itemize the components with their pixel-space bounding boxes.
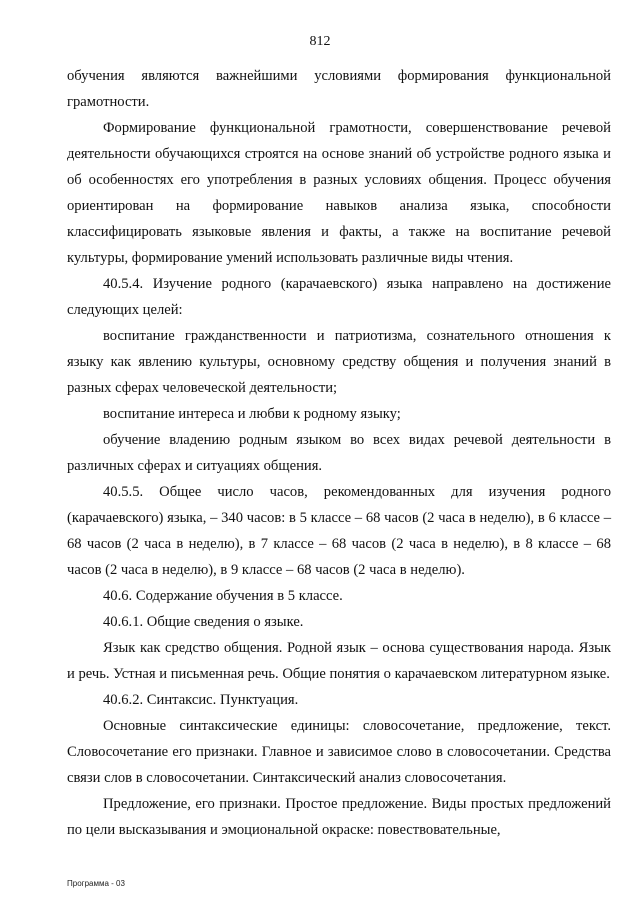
heading-section-40-6-1: 40.6.1. Общие сведения о языке.: [103, 614, 304, 630]
paragraph-syntactic-units: Основные синтаксические единицы: словосочетание, предложение, текст. Словосочетание его признаки. Главное и зависимое слово в словосочетании. Средства связи слов в словосочетании. Синтаксический анализ словосочетания.: [67, 718, 611, 786]
paragraph-goal-citizenship: воспитание гражданственности и патриотизма, сознательного отношения к языку как явлению культуры, основному средству общения и получения знаний в разных сферах человеческой деятельности;: [67, 328, 611, 396]
footer-program-label: Программа - 03: [67, 879, 125, 888]
paragraph-sentence-types: Предложение, его признаки. Простое предложение. Виды простых предложений по цели высказывания и эмоциональной окраске: повествовательные,: [67, 796, 611, 838]
paragraph-language-as-communication: Язык как средство общения. Родной язык – основа существования народа. Язык и речь. Устная и письменная речь. Общие понятия о карачаевском литературном языке.: [67, 640, 611, 682]
paragraph-goal-mastery: обучение владению родным языком во всех видах речевой деятельности в различных сферах и ситуациях общения.: [67, 432, 611, 474]
heading-section-40-6-2: 40.6.2. Синтаксис. Пунктуация.: [103, 692, 299, 708]
document-body: [67, 63, 611, 843]
page-number: 812: [309, 34, 331, 49]
paragraph-functional-literacy: Формирование функциональной грамотности, совершенствование речевой деятельности обучающихся строятся на основе знаний об устройстве родного языка и об особенностях его употребления в разных условиях общения. Процесс обучения ориентирован на формирование навыков анализа языка, способности классифицировать языковые явления и факты, а также на воспитание речевой культуры, формирование умений использовать различные виды чтения.: [67, 120, 611, 266]
heading-section-40-6: 40.6. Содержание обучения в 5 классе.: [103, 588, 343, 604]
paragraph-goal-interest: воспитание интереса и любви к родному языку;: [103, 406, 401, 422]
paragraph-section-40-5-4: 40.5.4. Изучение родного (карачаевского) языка направлено на достижение следующих целей:: [67, 276, 611, 318]
paragraph-section-40-5-5: 40.5.5. Общее число часов, рекомендованных для изучения родного (карачаевского) языка, – 340 часов: в 5 классе – 68 часов (2 часа в неделю), в 6 классе – 68 часов (2 часа в неделю), в 7 классе – 68 часов (2 часа в неделю), в 8 классе – 68 часов (2 часа в неделю), в 9 классе – 68 часов (2 часа в неделю).: [67, 484, 611, 578]
paragraph-continuation: обучения являются важнейшими условиями формирования функциональной грамотности.: [67, 68, 611, 110]
